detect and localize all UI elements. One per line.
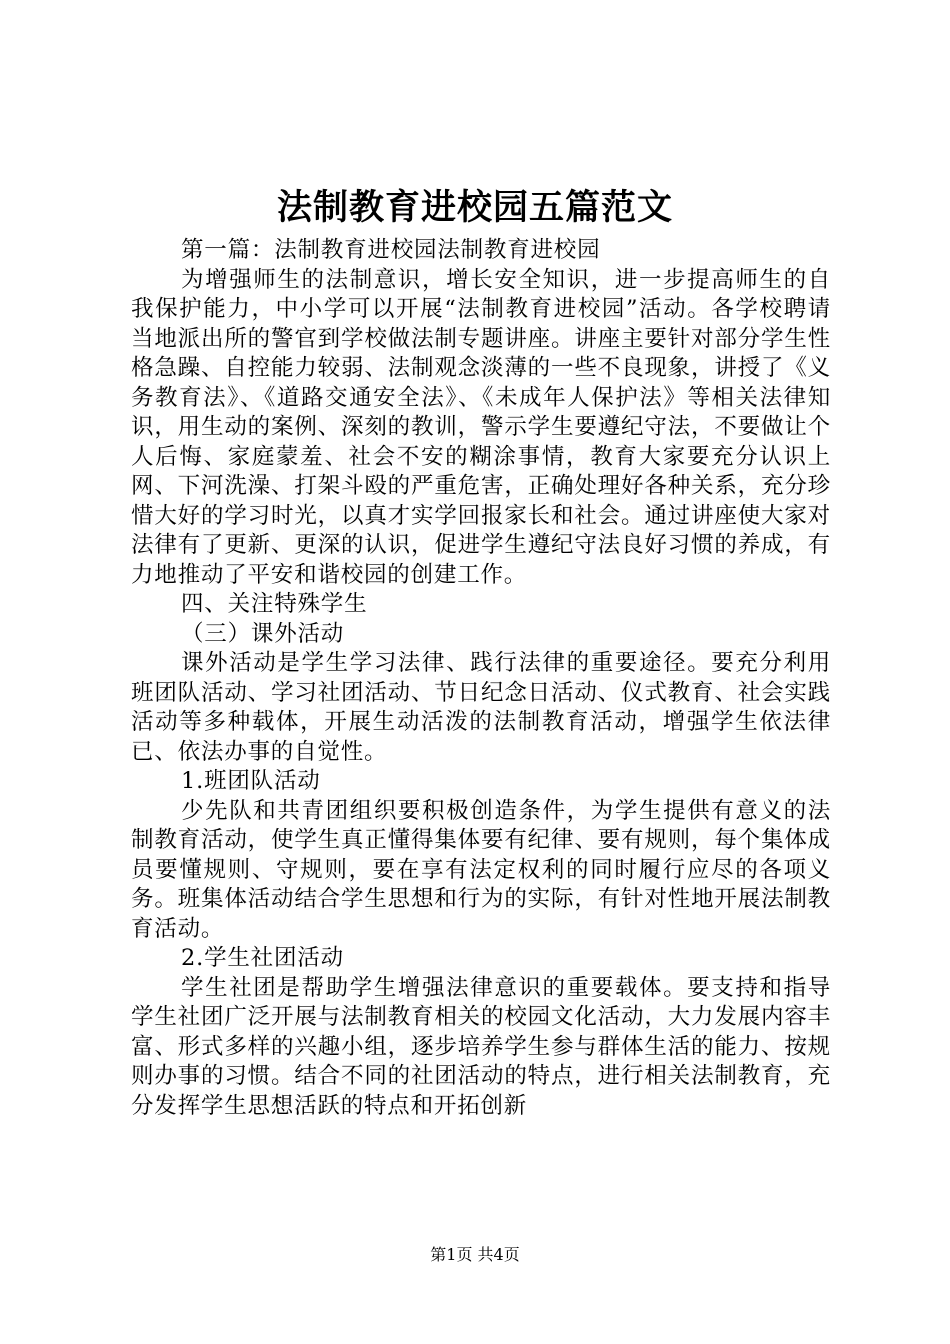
body-paragraph: 学生社团是帮助学生增强法律意识的重要载体。要支持和指导学生社团广泛开展与法制教育相关的校园文化活动，大力发展内容丰富、形式多样的兴趣小组，逐步培养学生参与群体生活的能力、按规则办事的习惯。结合不同的社团活动的特点，进行相关法制教育，充分发挥学生思想活跃的特点和开拓创新: [131, 974, 831, 1119]
page-number-footer: 第1页 共4页: [430, 1245, 520, 1264]
section-heading: 2.学生社团活动: [181, 945, 344, 971]
section-heading: 四、关注特殊学生: [181, 591, 368, 617]
section-heading: 1.班团队活动: [181, 768, 321, 794]
body-paragraph: 课外活动是学生学习法律、践行法律的重要途径。要充分利用班团队活动、学习社团活动、节日纪念日活动、仪式教育、社会实践活动等多种载体，开展生动活泼的法制教育活动，增强学生依法律已、依法办事的自觉性。: [131, 650, 831, 765]
body-paragraph: 少先队和共青团组织要积极创造条件，为学生提供有意义的法制教育活动，使学生真正懂得集体要有纪律、要有规则，每个集体成员要懂规则、守规则，要在享有法定权利的同时履行应尽的各项义务。班集体活动结合学生思想和行为的实际，有针对性地开展法制教育活动。: [131, 797, 831, 942]
document-title: 法制教育进校园五篇范文: [276, 187, 673, 228]
document-body: [131, 236, 831, 1121]
body-paragraph: 为增强师生的法制意识，增长安全知识，进一步提高师生的自我保护能力，中小学可以开展“法制教育进校园”活动。各学校聘请当地派出所的警官到学校做法制专题讲座。讲座主要针对部分学生性格急躁、自控能力较弱、法制观念淡薄的一些不良现象，讲授了《义务教育法》、《道路交通安全法》、《未成年人保护法》等相关法律知识，用生动的案例、深刻的教训，警示学生要遵纪守法，不要做让个人后悔、家庭蒙羞、社会不安的糊涂事情，教育大家要充分认识上网、下河洗澡、打架斗殴的严重危害，正确处理好各种关系，充分珍惜大好的学习时光，以真才实学回报家长和社会。通过讲座使大家对法律有了更新、更深的认识，促进学生遵纪守法良好习惯的养成，有力地推动了平安和谐校园的创建工作。: [131, 266, 831, 588]
section-heading: （三）课外活动: [181, 620, 345, 647]
section-heading: 第一篇：法制教育进校园法制教育进校园: [181, 237, 601, 263]
